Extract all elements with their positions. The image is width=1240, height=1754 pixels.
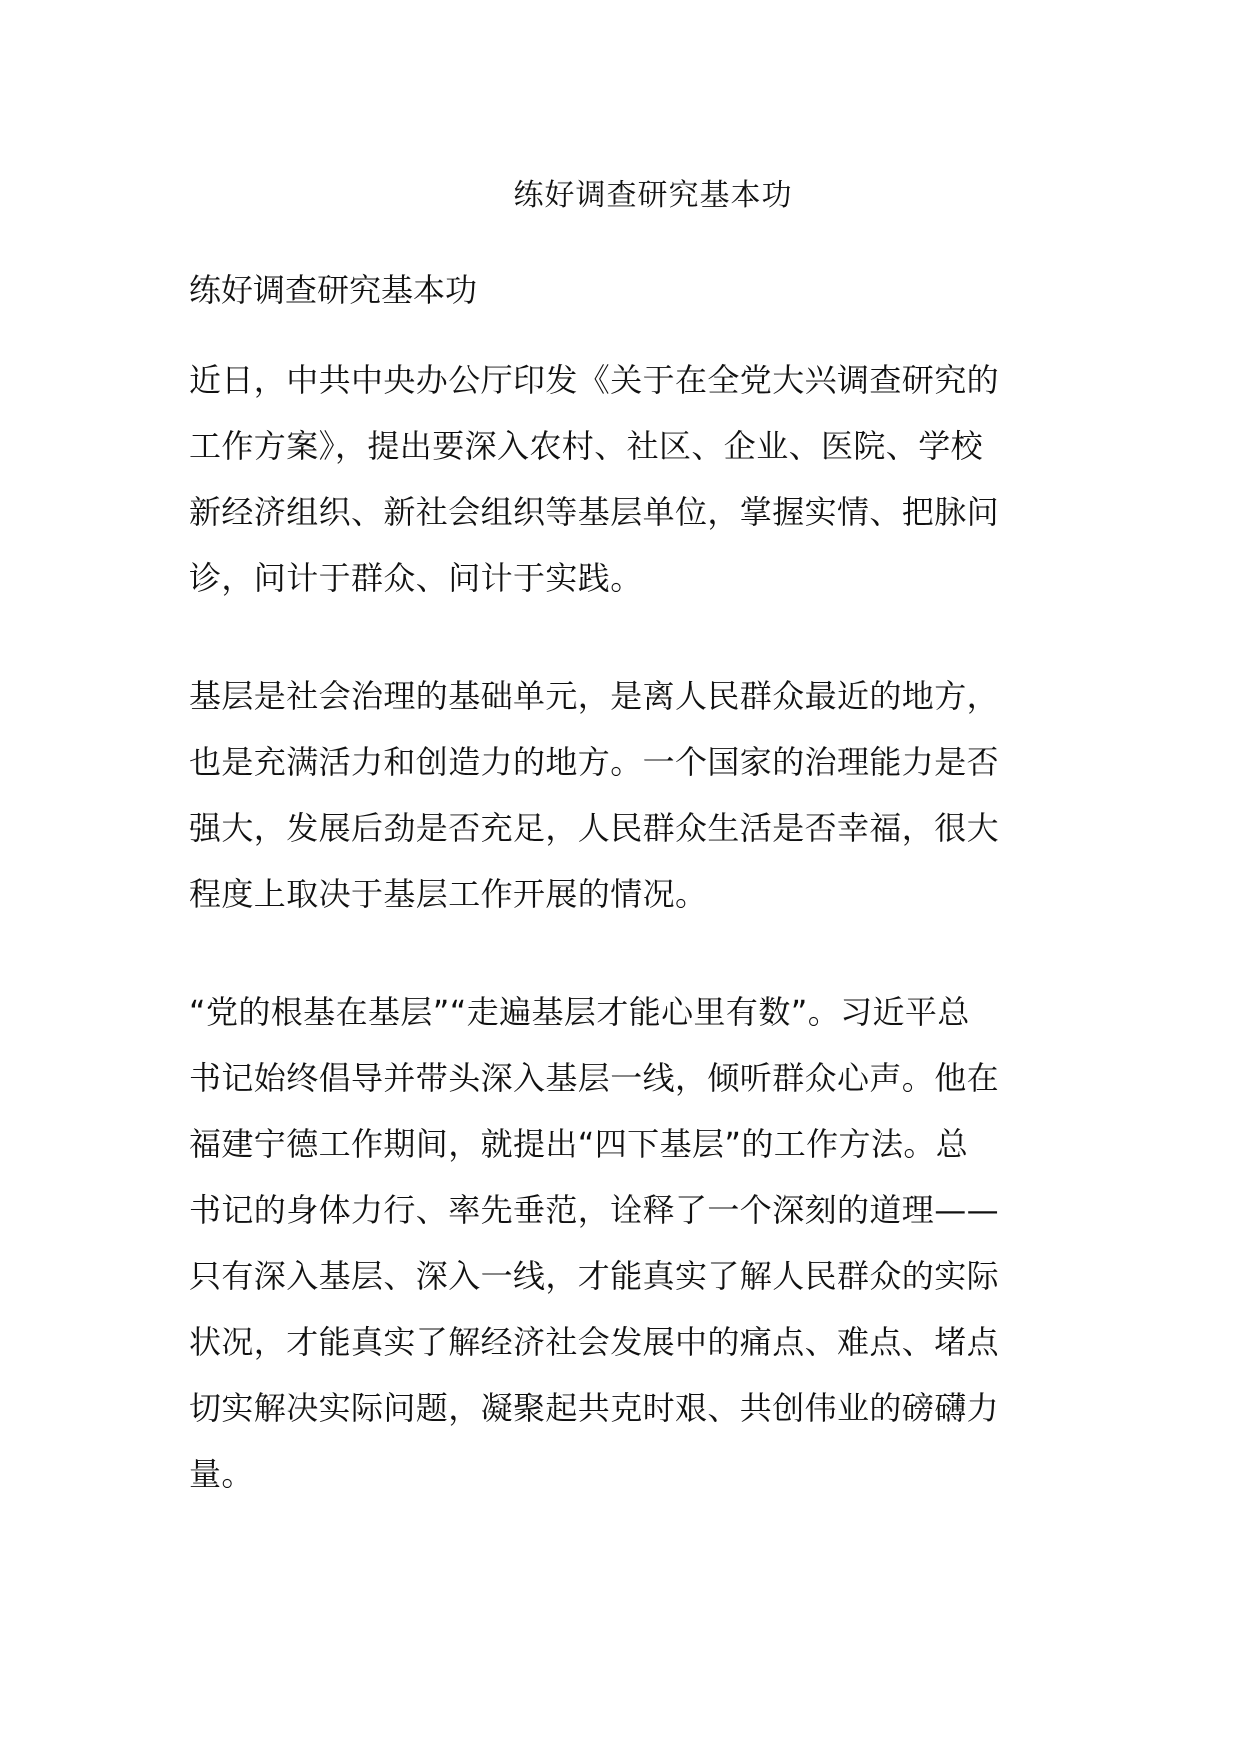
paragraph-line: 近日，中共中央办公厅印发《关于在全党大兴调查研究的 xyxy=(189,361,1000,399)
paragraph-line: 书记的身体力行、率先垂范，诠释了一个深刻的道理—— xyxy=(189,1191,1000,1229)
document-title: 练好调查研究基本功 xyxy=(513,178,793,213)
paragraph-line: 程度上取决于基层工作开展的情况。 xyxy=(189,875,708,913)
paragraph-line: 福建宁德工作期间，就提出“四下基层”的工作方法。总 xyxy=(189,1125,969,1163)
paragraph-line: 状况，才能真实了解经济社会发展中的痛点、难点、堵点 xyxy=(189,1323,1000,1361)
paragraph-line: 切实解决实际问题，凝聚起共克时艰、共创伟业的磅礴力 xyxy=(189,1389,1000,1427)
paragraph-line: 诊，问计于群众、问计于实践。 xyxy=(189,559,643,597)
paragraph-line: 基层是社会治理的基础单元，是离人民群众最近的地方， xyxy=(189,677,1000,715)
paragraph-line: “党的根基在基层”“走遍基层才能心里有数”。习近平总 xyxy=(189,993,970,1031)
paragraph-line: 也是充满活力和创造力的地方。一个国家的治理能力是否 xyxy=(189,743,1000,781)
paragraph-line: 强大，发展后劲是否充足，人民群众生活是否幸福，很大 xyxy=(189,809,1000,847)
paragraph-line: 新经济组织、新社会组织等基层单位，掌握实情、把脉问 xyxy=(189,493,1000,531)
paragraph-line: 工作方案》，提出要深入农村、社区、企业、医院、学校 xyxy=(189,427,984,465)
paragraph-line: 只有深入基层、深入一线，才能真实了解人民群众的实际 xyxy=(189,1257,1000,1295)
document-subtitle: 练好调查研究基本功 xyxy=(189,271,478,309)
paragraph-line: 书记始终倡导并带头深入基层一线，倾听群众心声。他在 xyxy=(189,1059,1000,1097)
paragraph-line: 量。 xyxy=(189,1455,254,1493)
